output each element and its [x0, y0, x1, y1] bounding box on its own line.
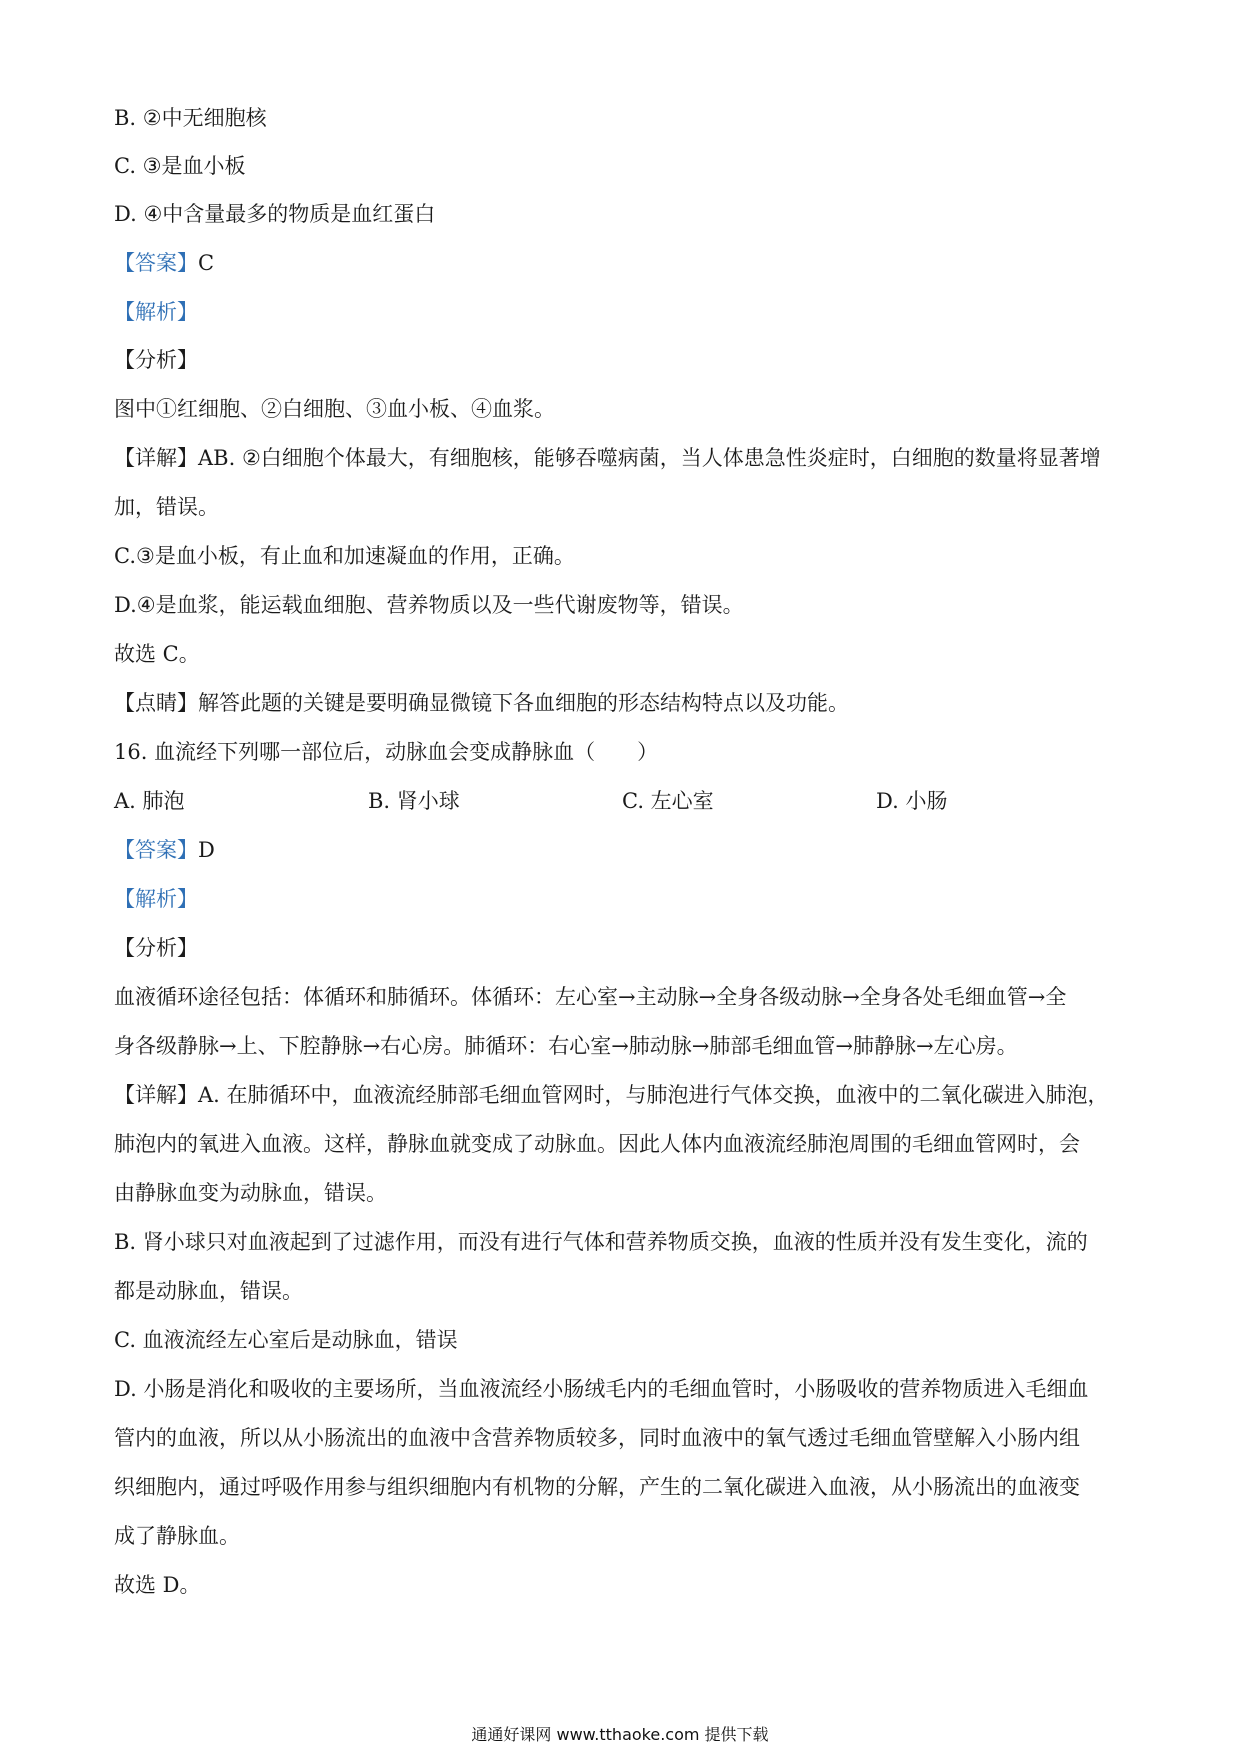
q15-detail-line-2: 加，错误。 [114, 495, 219, 519]
q16-detail-d-line-2: 管内的血液，所以从小肠流出的血液中含营养物质较多，同时血液中的氧气透过毛细血管壁解入小肠内组 [114, 1426, 1080, 1450]
q16-option-d: D. 小肠 [876, 789, 948, 813]
q15-conclusion: 故选 C。 [114, 642, 200, 666]
q16-detail-a-line-2: 肺泡内的氧进入血液。这样，静脉血就变成了动脉血。因此人体内血液流经肺泡周围的毛细血管网时，会 [114, 1132, 1080, 1156]
dianjing-tag: 【点睛】 [114, 691, 198, 715]
q16-analysis-line [114, 885, 1134, 913]
q15-dianjing-line [114, 689, 1134, 717]
q16-conclusion: 故选 D。 [114, 1573, 201, 1597]
detail-text: AB. ②白细胞个体最大，有细胞核，能够吞噬病菌，当人体患急性炎症时，白细胞的数量将显著增 [198, 446, 1101, 470]
q16-option-b: B. 肾小球 [368, 789, 460, 813]
dianjing-text: 解答此题的关键是要明确显微镜下各血细胞的形态结构特点以及功能。 [198, 691, 849, 715]
q16-detail-d-line-1: D. 小肠是消化和吸收的主要场所，当血液流经小肠绒毛内的毛细血管时，小肠吸收的营养物质进入毛细血 [114, 1377, 1089, 1401]
answer-value: C [198, 251, 215, 275]
q15-fenxi-text: 图中①红细胞、②白细胞、③血小板、④血浆。 [114, 397, 555, 421]
q16-detail-b-line-1: B. 肾小球只对血液起到了过滤作用，而没有进行气体和营养物质交换，血液的性质并没有发生变化，流的 [114, 1230, 1088, 1254]
q15-fenxi-tag: 【分析】 [114, 348, 198, 372]
q16-option-c: C. 左心室 [622, 789, 714, 813]
analysis-tag: 【解析】 [114, 300, 198, 324]
q16-fenxi-line-2: 身各级静脉→上、下腔静脉→右心房。肺循环：右心室→肺动脉→肺部毛细血管→肺静脉→左心房。 [114, 1034, 1018, 1058]
q15-analysis-line [114, 298, 1134, 326]
page-footer: 通通好课网 www.tthaoke.com 提供下载 [471, 1725, 769, 1744]
q15-option-c: C. ③是血小板 [114, 154, 246, 178]
q16-detail-c: C. 血液流经左心室后是动脉血，错误 [114, 1328, 458, 1352]
q16-question: 16. 血流经下列哪一部位后，动脉血会变成静脉血（ ） [114, 740, 659, 764]
analysis-tag: 【解析】 [114, 887, 198, 911]
q16-fenxi-line-1: 血液循环途径包括：体循环和肺循环。体循环：左心室→主动脉→全身各级动脉→全身各处毛细血管→全 [114, 985, 1067, 1009]
detail-text: A. 在肺循环中，血液流经肺部毛细血管网时，与肺泡进行气体交换，血液中的二氧化碳进入肺泡， [198, 1083, 1109, 1107]
q16-detail-d-line-3: 织细胞内，通过呼吸作用参与组织细胞内有机物的分解，产生的二氧化碳进入血液，从小肠流出的血液变 [114, 1475, 1080, 1499]
q15-option-d: D. ④中含量最多的物质是血红蛋白 [114, 202, 436, 226]
q16-detail-a-line-1 [114, 1081, 1134, 1109]
q16-fenxi-tag: 【分析】 [114, 936, 198, 960]
q16-answer-line [114, 836, 1134, 864]
q15-answer-line [114, 249, 1134, 277]
detail-tag: 【详解】 [114, 1083, 198, 1107]
q15-option-b: B. ②中无细胞核 [114, 106, 267, 130]
answer-value: D [198, 838, 215, 862]
detail-tag: 【详解】 [114, 446, 198, 470]
q16-detail-d-line-4: 成了静脉血。 [114, 1524, 240, 1548]
q16-detail-b-line-2: 都是动脉血，错误。 [114, 1279, 303, 1303]
q15-detail-line-1 [114, 444, 1134, 472]
q16-option-a: A. 肺泡 [114, 789, 185, 813]
q15-detail-c: C.③是血小板，有止血和加速凝血的作用，正确。 [114, 544, 575, 568]
q15-detail-d: D.④是血浆，能运载血细胞、营养物质以及一些代谢废物等，错误。 [114, 593, 744, 617]
answer-tag: 【答案】 [114, 838, 198, 862]
answer-tag: 【答案】 [114, 251, 198, 275]
q16-detail-a-line-3: 由静脉血变为动脉血，错误。 [114, 1181, 387, 1205]
